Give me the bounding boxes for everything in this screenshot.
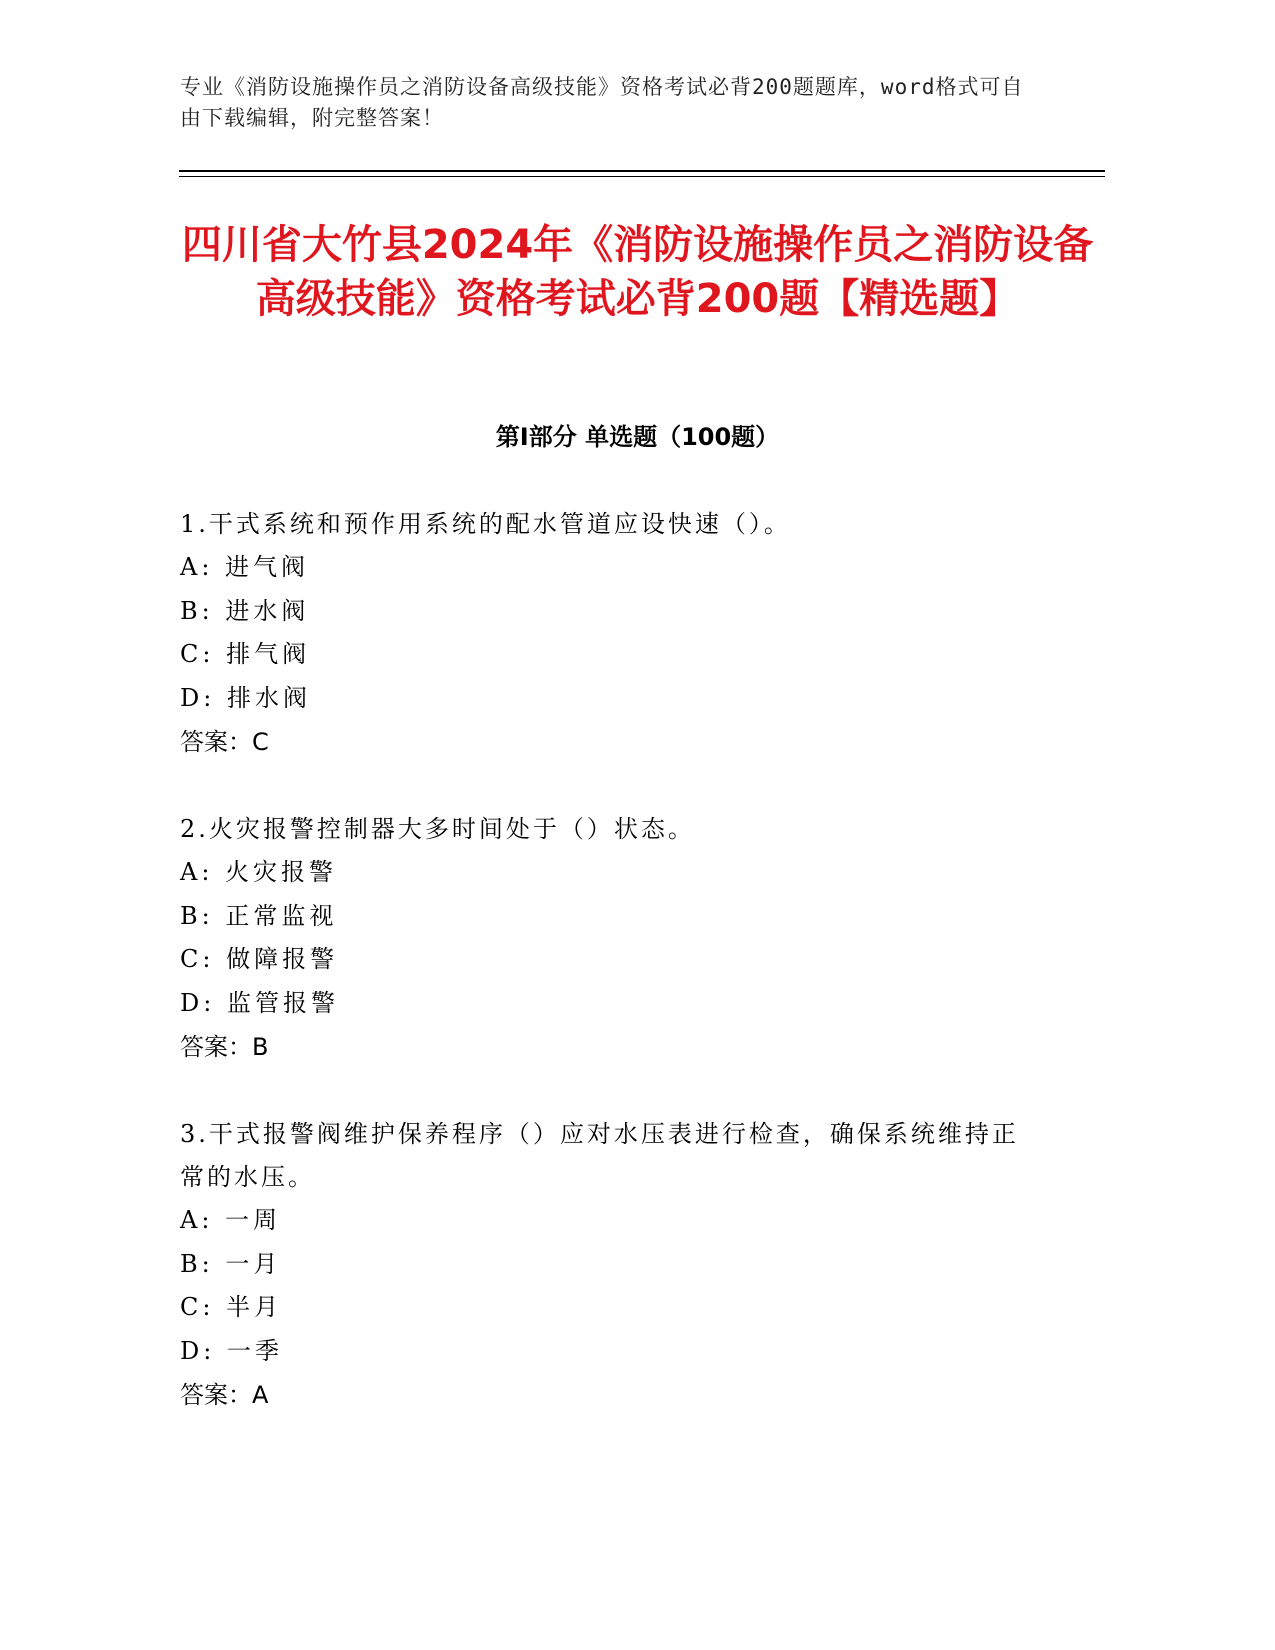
option-a: A: 一周 (180, 1206, 282, 1234)
option-d: D: 监管报警 (180, 988, 339, 1017)
option-d: D: 排水阀 (180, 683, 311, 712)
option-c: C: 做障报警 (180, 945, 339, 973)
section-heading: 第Ⅰ部分 单选题（100题） (495, 423, 780, 451)
option-c: C: 半月 (180, 1293, 283, 1321)
option-b: B: 正常监视 (180, 901, 338, 930)
option-c: C: 排气阀 (180, 640, 311, 668)
option-b: B: 进水阀 (180, 596, 310, 625)
option-a: A: 火灾报警 (180, 858, 338, 886)
question-stem: 1.干式系统和预作用系统的配水管道应设快速（）。 (180, 510, 791, 538)
header-rule-thin (179, 176, 1105, 177)
header-rule-thick (179, 170, 1105, 172)
document-title: 四川省大竹县2024年《消防设施操作员之消防设备高级技能》资格考试必背200题【精选题】 (181, 222, 1094, 322)
question-stem: 3.干式报警阀维护保养程序（）应对水压表进行检查，确保系统维持正常的水压。 (180, 1120, 1019, 1191)
answer: 答案：C (180, 728, 269, 756)
answer: 答案：A (180, 1381, 269, 1409)
answer: 答案：B (180, 1033, 269, 1061)
header-note: 专业《消防设施操作员之消防设备高级技能》资格考试必背200题题库，word格式可自由下载编辑，附完整答案！ (180, 75, 1024, 130)
option-d: D: 一季 (180, 1336, 283, 1365)
question-3 (180, 1113, 1040, 1417)
option-a: A: 进气阀 (180, 553, 310, 581)
option-b: B: 一月 (180, 1249, 282, 1278)
question-stem: 2.火灾报警控制器大多时间处于（）状态。 (180, 815, 695, 843)
question-2 (180, 808, 1040, 1069)
question-1 (180, 503, 1040, 764)
